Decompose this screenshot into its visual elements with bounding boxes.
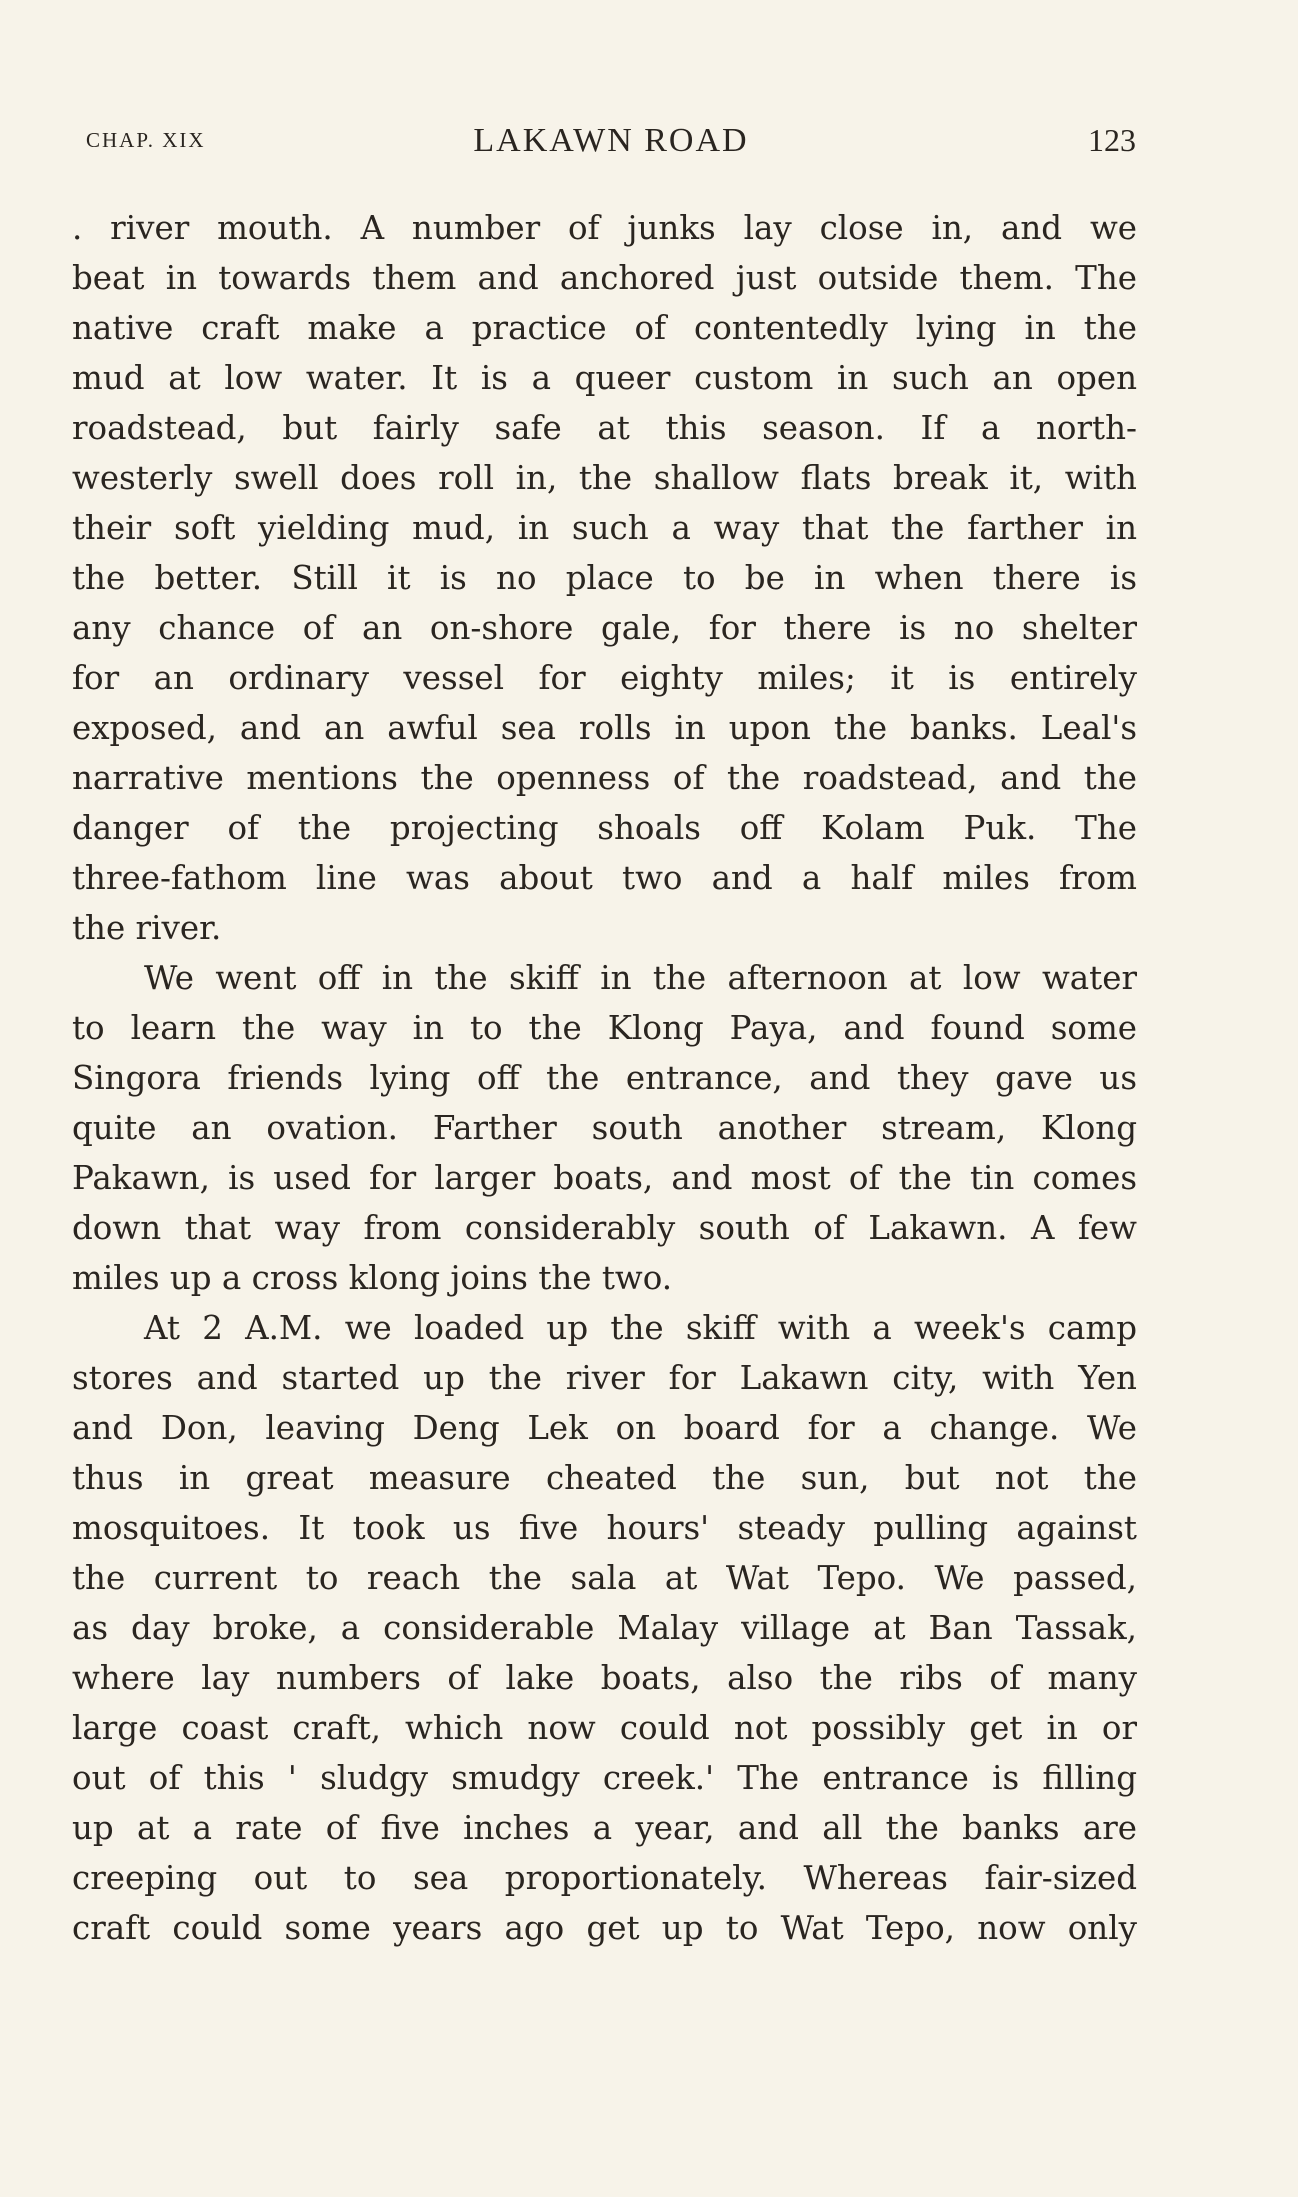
text-line: up at a rate of five inches a year, and all the banks are [72,1809,1137,1847]
text-line: native craft make a practice of contentedly lying in the [72,309,1137,347]
text-line: beat in towards them and anchored just outside them. The [72,259,1137,297]
text-line: craft could some years ago get up to Wat Tepo, now only [72,1909,1137,1947]
running-head [86,122,1136,162]
text-line: and Don, leaving Deng Lek on board for a change. We [72,1409,1137,1447]
text-line: thus in great measure cheated the sun, but not the [72,1459,1137,1497]
text-line: . river mouth. A number of junks lay close in, and we [72,209,1137,247]
text-line: any chance of an on-shore gale, for there is no shelter [72,609,1137,647]
body-text [72,203,1137,1953]
text-line: Singora friends lying off the entrance, and they gave us [72,1059,1137,1097]
text-line: mosquitoes. It took us five hours' steady pulling against [72,1509,1137,1547]
text-line: large coast craft, which now could not possibly get in or [72,1709,1137,1747]
text-line: three-fathom line was about two and a half miles from [72,859,1137,897]
text-line: the river. [72,909,222,947]
text-line: roadstead, but fairly safe at this season. If a north- [72,409,1137,447]
text-line: the better. Still it is no place to be in when there is [72,559,1137,597]
text-line: for an ordinary vessel for eighty miles; it is entirely [72,659,1137,697]
text-line: their soft yielding mud, in such a way that the farther in [72,509,1137,547]
text-line: Pakawn, is used for larger boats, and most of the tin comes [72,1159,1137,1197]
text-line: mud at low water. It is a queer custom in such an open [72,359,1137,397]
text-line: the current to reach the sala at Wat Tepo. We passed, [72,1559,1137,1597]
text-line: We went off in the skiff in the afternoon at low water [144,959,1137,997]
text-line: westerly swell does roll in, the shallow flats break it, with [72,459,1137,497]
text-line: narrative mentions the openness of the roadstead, and the [72,759,1137,797]
text-line: to learn the way in to the Klong Paya, and found some [72,1009,1137,1047]
chapter-label: CHAP. XIX [86,128,206,152]
text-line: creeping out to sea proportionately. Whereas fair-sized [72,1859,1137,1897]
text-line: out of this ' sludgy smudgy creek.' The entrance is filling [72,1759,1137,1797]
text-line: as day broke, a considerable Malay village at Ban Tassak, [72,1609,1137,1647]
text-line: danger of the projecting shoals off Kolam Puk. The [72,809,1137,847]
page-title: LAKAWN ROAD [473,122,749,159]
page-number: 123 [1088,122,1136,158]
text-line: miles up a cross klong joins the two. [72,1259,673,1297]
text-line: quite an ovation. Farther south another stream, Klong [72,1109,1137,1147]
text-line: where lay numbers of lake boats, also the ribs of many [72,1659,1137,1697]
text-line: down that way from considerably south of Lakawn. A few [72,1209,1137,1247]
text-line: At 2 A.M. we loaded up the skiff with a week's camp [144,1309,1137,1347]
text-line: exposed, and an awful sea rolls in upon the banks. Leal's [72,709,1137,747]
text-line: stores and started up the river for Lakawn city, with Yen [72,1359,1137,1397]
